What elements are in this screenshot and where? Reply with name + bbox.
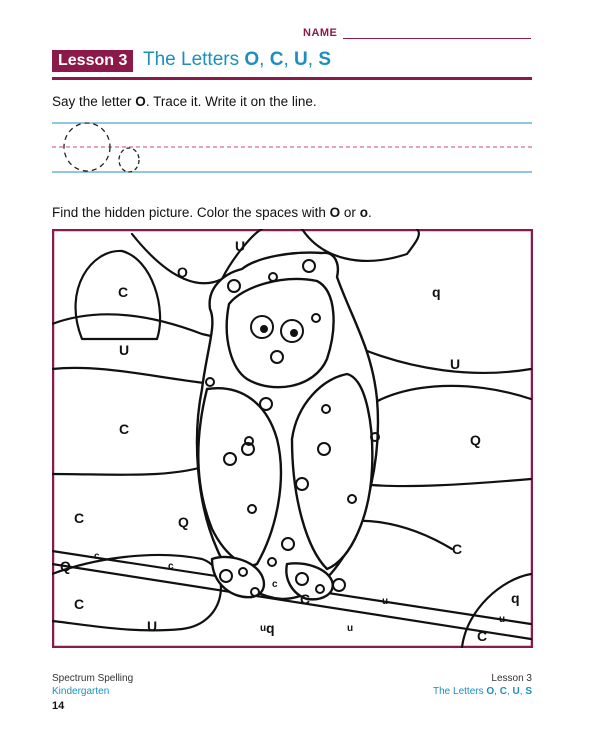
trace-letter: O <box>135 94 146 109</box>
footer-book-title: Spectrum Spelling <box>52 673 134 684</box>
page-number: 14 <box>52 700 65 712</box>
footer-lesson-title: The Letters O, C, U, S <box>433 686 532 697</box>
name-write-line[interactable] <box>343 38 531 39</box>
small-letter[interactable]: c <box>272 579 278 590</box>
region-letter[interactable]: U <box>450 356 461 372</box>
title-prefix: The Letters <box>143 49 240 70</box>
region-letter[interactable]: C <box>300 591 311 607</box>
small-letter[interactable]: c <box>94 551 100 562</box>
hidden-picture-puzzle[interactable] <box>52 229 533 648</box>
small-letter[interactable]: c <box>168 561 174 572</box>
footer-lesson: Lesson 3 <box>491 673 532 684</box>
region-letter[interactable]: Q <box>177 264 188 280</box>
lesson-title: The Letters O, C, U, S <box>143 49 332 70</box>
find-instruction: Find the hidden picture. Color the spaces with O or o. <box>52 205 372 220</box>
region-letter[interactable]: C <box>118 284 129 300</box>
region-letter[interactable]: U <box>147 618 158 634</box>
name-label: NAME <box>303 27 338 39</box>
small-letter[interactable]: u <box>260 623 267 634</box>
trace-lowercase-o <box>119 148 139 172</box>
title-rule <box>52 77 532 80</box>
small-letter[interactable]: u <box>499 614 506 625</box>
lesson-badge: Lesson 3 <box>52 50 133 72</box>
title-letter-u: U <box>294 49 308 70</box>
region-letter[interactable]: Q <box>60 558 71 574</box>
region-letter[interactable]: Q <box>470 432 481 448</box>
region-letter[interactable]: C <box>119 421 130 437</box>
owl-right-pupil <box>291 330 297 336</box>
title-letter-s: S <box>318 49 332 70</box>
title-letter-o: O <box>244 49 260 70</box>
small-letter[interactable]: u <box>347 623 354 634</box>
region-letter[interactable]: Q <box>178 514 189 530</box>
region-letter[interactable]: U <box>235 238 246 254</box>
region-letter[interactable]: q <box>511 590 520 606</box>
region-letter[interactable]: q <box>266 620 275 636</box>
footer-grade: Kindergarten <box>52 686 110 697</box>
owl-face <box>227 279 334 387</box>
tracing-area[interactable] <box>52 118 532 178</box>
region-letter[interactable]: U <box>119 342 130 358</box>
small-letter[interactable]: u <box>382 596 389 607</box>
region-letter[interactable]: C <box>477 628 488 644</box>
region-letter[interactable]: C <box>74 596 85 612</box>
trace-instruction: Say the letter O. Trace it. Write it on the line. <box>52 94 317 109</box>
region-letter[interactable]: C <box>74 510 85 526</box>
region-letter[interactable]: C <box>452 541 463 557</box>
owl-left-pupil <box>261 326 267 332</box>
region-letter[interactable]: q <box>432 284 441 300</box>
title-letter-c: C <box>269 49 284 70</box>
